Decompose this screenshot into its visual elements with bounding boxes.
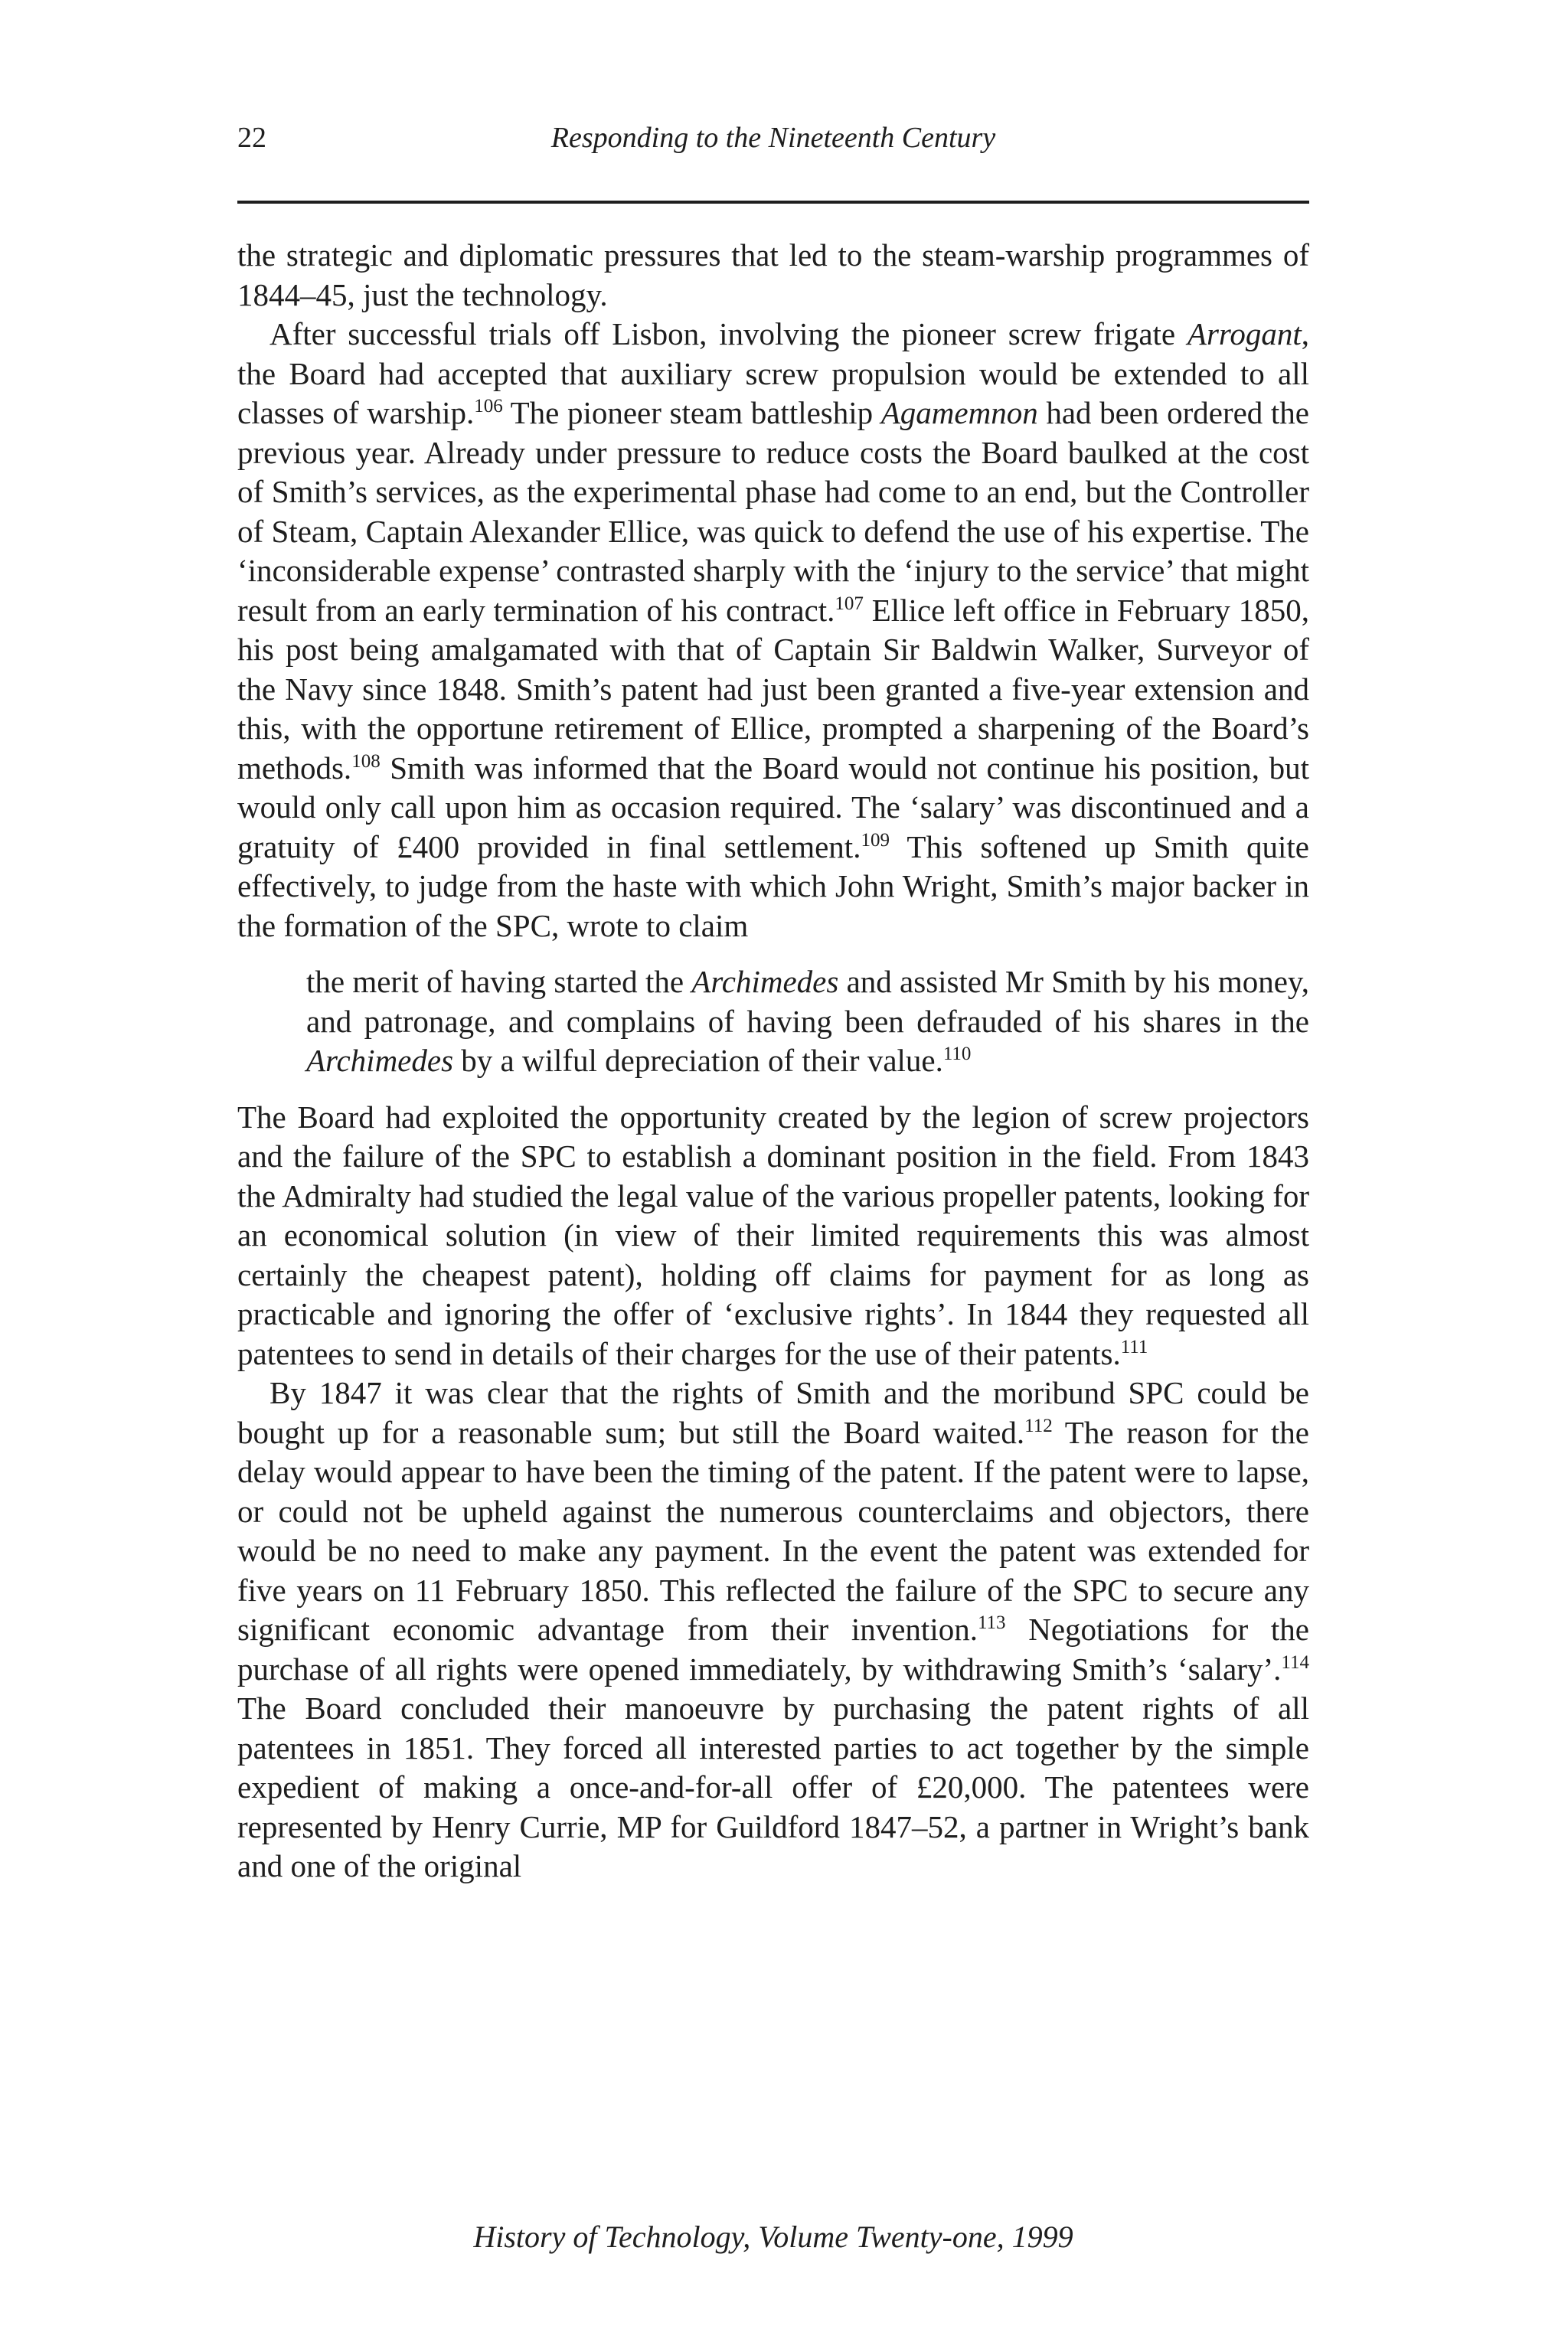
running-title: Responding to the Nineteenth Century [550,122,996,154]
footnote-ref: 110 [942,1044,972,1064]
ship-name: Arrogant [1187,316,1302,351]
footnote-ref: 112 [1024,1415,1053,1436]
paragraph-3: The Board had exploited the opportunity created by the legion of screw projectors and the failure of the SPC to establish a dominant position in the field. From 1843 the Admiralty had studied the legal value of the various propeller patents, looking for an economical solution (in view of their limited requirements this was almost certainly the cheapest patent), holding off claims for payment for as long as practicable and ignoring the offer of ‘exclusive rights’. In 1844 they requested all patentees to send in details of their charges for the use of their patents.$^{111}$ [237,1099,1309,1371]
paragraph-2: After successful trials off Lisbon, involving the pioneer screw frigate Arrogant, the Board had accepted that auxiliary screw propulsion would be extended to all classes of warship.$^{106}$ The pioneer steam battleship Agamemnon had been ordered the previous year. Already under pressure to reduce costs the Board baulked at the cost of Smith’s services, as the experimental phase had come to an end, but the Controller of Steam, Captain Alexander Ellice, was quick to defend the use of his expertise. The ‘inconsiderable expense’ contrasted sharply with the ‘injury to the service’ that might result from an early termination of his contract.$^{107}$ Ellice left office in February 1850, his post being amalgamated with that of Captain Sir Baldwin Walker, Surveyor of the Navy since 1848. Smith’s patent had just been granted a five-year extension and this, with the opportune retirement of Ellice, prompted a sharpening of the Board’s methods.$^{108}$ Smith was informed that the Board would not continue his position, but would only call upon him as occasion required. The ‘salary’ was discontinued and a gratuity of £400 provided in final settlement.$^{109}$ This softened up Smith quite effectively, to judge from the haste with which John Wright, Smith’s major backer in the formation of the SPC, wrote to claim [237,316,1309,943]
footnote-ref: 114 [1281,1651,1309,1673]
footnote-ref: 109 [861,829,890,851]
block-quote: the merit of having started the Archimedes and assisted Mr Smith by his money, and patronage, and complains of having been defrauded of his shares in the Archimedes by a wilful depreciation of their value.$^{110}$ [306,964,1309,1078]
header-rule [237,201,1309,204]
footnote-ref: 113 [977,1612,1006,1633]
footnote-ref: 106 [474,396,503,416]
footnote-ref: 111 [1120,1336,1148,1357]
ship-name: Archimedes [306,1043,454,1078]
page-header [237,115,1309,161]
ship-name: Archimedes [691,964,839,999]
paragraph-4: By 1847 it was clear that the rights of Smith and the moribund SPC could be bought up for a reasonable sum; but still the Board waited.$^{112}$ The reason for the delay would appear to have been the timing of the patent. If the patent were to lapse, or could not be upheld against the numerous counterclaims and objectors, there would be no need to make any payment. In the event the patent was extended for five years on 11 February 1850. This reflected the failure of the SPC to secure any significant economic advantage from their invention.$^{113}$ Negotiations for the purchase of all rights were opened immediately, by withdrawing Smith’s ‘salary’.$^{114}$ The Board concluded their manoeuvre by purchasing the patent rights of all patentees in 1851. They forced all interested parties to act together by the simple expedient of making a once-and-for-all offer of £20,000. The patentees were represented by Henry Currie, MP for Guildford 1847–52, a partner in Wright’s bank and one of the original [237,1375,1309,1883]
footnote-ref: 108 [351,750,381,772]
body-text [237,236,1309,1886]
page-number: 22 [237,122,266,154]
page-footer: History of Technology, Volume Twenty-one, 1999 [473,2220,1073,2254]
footnote-ref: 107 [835,593,864,614]
paragraph-1: the strategic and diplomatic pressures that led to the steam-warship programmes of 1844–45, just the technology. [237,237,1309,312]
ship-name: Agamemnon [880,395,1038,430]
